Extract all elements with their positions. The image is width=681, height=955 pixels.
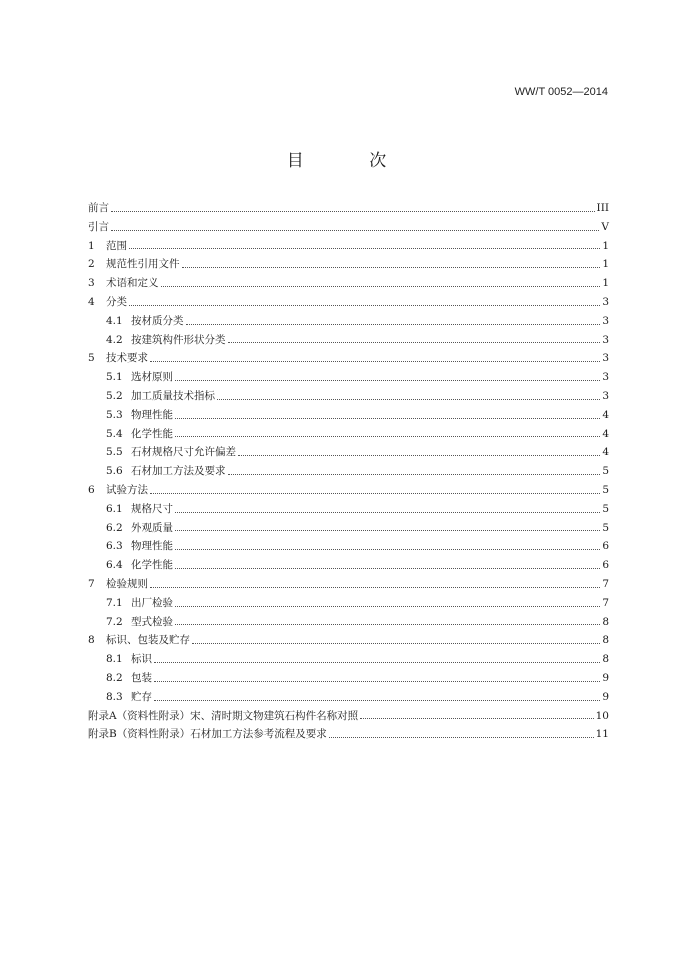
toc-entry-label: 石材加工方法及要求 — [131, 465, 226, 478]
toc-leader-dots — [175, 380, 600, 381]
toc-leader-dots — [175, 549, 600, 550]
toc-entry[interactable] — [88, 463, 609, 482]
toc-entry-number: 4.1 — [106, 314, 123, 327]
toc-entry[interactable] — [88, 708, 609, 727]
toc-entry-number: 8.2 — [106, 671, 123, 684]
toc-entry-label: 规范性引用文件 — [106, 258, 180, 271]
toc-entry-page: 8 — [602, 615, 609, 628]
toc-entry-label: 附录A（资料性附录）宋、清时期文物建筑石构件名称对照 — [88, 709, 359, 722]
toc-entry-page: III — [596, 202, 609, 214]
toc-leader-dots — [150, 493, 600, 494]
toc-entry[interactable] — [88, 256, 609, 275]
toc-entry-page: 3 — [602, 314, 609, 327]
toc-entry-page: 9 — [602, 690, 609, 703]
toc-entry-number: 3 — [88, 277, 95, 290]
toc-entry-label: 加工质量技术指标 — [131, 389, 215, 402]
toc-entry-page: 4 — [602, 408, 609, 421]
toc-entry-number: 7.1 — [106, 596, 123, 609]
toc-entry[interactable] — [88, 557, 609, 576]
toc-entry-label: 化学性能 — [131, 559, 173, 572]
toc-entry-label: 化学性能 — [131, 427, 173, 440]
toc-leader-dots — [154, 662, 600, 663]
toc-entry-label: 术语和定义 — [106, 277, 159, 290]
toc-entry[interactable] — [88, 670, 609, 689]
toc-entry-label: 前言 — [88, 202, 109, 214]
toc-entry[interactable] — [88, 632, 609, 651]
toc-entry-label: 标识、包装及贮存 — [106, 634, 190, 647]
toc-entry[interactable] — [88, 689, 609, 708]
toc-leader-dots — [228, 342, 601, 343]
toc-entry-page: 8 — [602, 634, 609, 647]
toc-leader-dots — [217, 399, 600, 400]
toc-entry-label: 附录B（资料性附录）石材加工方法参考流程及要求 — [88, 728, 327, 741]
toc-entry-number: 5.5 — [106, 446, 123, 459]
toc-entry-label: 规格尺寸 — [131, 502, 173, 515]
toc-entry-number: 7 — [88, 577, 95, 590]
toc-entry-label: 引言 — [88, 220, 109, 233]
toc-entry-label: 出厂检验 — [131, 596, 173, 609]
toc-entry-page: 6 — [602, 540, 609, 553]
toc-entry-number: 8.3 — [106, 690, 123, 703]
toc-entry-label: 技术要求 — [106, 352, 148, 365]
toc-leader-dots — [360, 718, 594, 719]
toc-leader-dots — [175, 512, 600, 513]
toc-leader-dots — [228, 474, 601, 475]
toc-entry-number: 7.2 — [106, 615, 123, 628]
toc-entry-page: 5 — [602, 502, 609, 515]
toc-entry-page: 1 — [602, 258, 609, 271]
toc-entry-page: 5 — [602, 483, 609, 496]
toc-entry-number: 5 — [88, 352, 95, 365]
table-of-contents — [88, 200, 609, 745]
toc-entry[interactable] — [88, 294, 609, 313]
toc-entry-label: 范围 — [106, 239, 127, 252]
toc-entry-page: 7 — [602, 577, 609, 590]
toc-entry-label: 物理性能 — [131, 540, 173, 553]
toc-leader-dots — [175, 606, 600, 607]
toc-entry-page: 11 — [595, 728, 609, 741]
toc-entry-number: 5.4 — [106, 427, 123, 440]
toc-entry-page: 8 — [602, 653, 609, 666]
toc-entry-page: 3 — [602, 295, 609, 308]
page-title: 目 次 — [286, 151, 417, 171]
toc-entry[interactable] — [88, 200, 609, 219]
toc-entry-number: 5.1 — [106, 371, 123, 384]
toc-entry-page: 5 — [602, 465, 609, 478]
toc-entry-number: 6.1 — [106, 502, 123, 515]
toc-entry-label: 选材原则 — [131, 371, 173, 384]
toc-entry-number: 4 — [88, 295, 95, 308]
toc-leader-dots — [192, 643, 600, 644]
toc-entry-page: 1 — [602, 239, 609, 252]
toc-entry[interactable] — [88, 275, 609, 294]
toc-entry[interactable] — [88, 219, 609, 238]
toc-entry-label: 试验方法 — [106, 483, 148, 496]
toc-entry-number: 5.6 — [106, 465, 123, 478]
toc-entry-label: 物理性能 — [131, 408, 173, 421]
toc-entry-page: V — [601, 220, 609, 233]
toc-leader-dots — [150, 361, 600, 362]
toc-entry-label: 包装 — [131, 671, 152, 684]
toc-entry-page: 7 — [602, 596, 609, 609]
toc-entry-page: 3 — [602, 389, 609, 402]
toc-entry-number: 6.2 — [106, 521, 123, 534]
toc-entry[interactable] — [88, 407, 609, 426]
toc-leader-dots — [175, 436, 600, 437]
toc-entry[interactable] — [88, 313, 609, 332]
toc-entry-page: 3 — [602, 352, 609, 365]
toc-entry-label: 标识 — [131, 653, 152, 666]
toc-entry[interactable] — [88, 726, 609, 745]
toc-entry-number: 8.1 — [106, 653, 123, 666]
toc-entry[interactable] — [88, 538, 609, 557]
toc-entry-page: 4 — [602, 446, 609, 459]
toc-entry[interactable] — [88, 388, 609, 407]
toc-entry-number: 4.2 — [106, 333, 123, 346]
toc-leader-dots — [182, 267, 601, 268]
toc-entry-number: 1 — [88, 239, 95, 252]
toc-leader-dots — [186, 324, 601, 325]
toc-entry[interactable] — [88, 614, 609, 633]
toc-entry[interactable] — [88, 238, 609, 257]
toc-leader-dots — [154, 700, 600, 701]
toc-entry[interactable] — [88, 350, 609, 369]
toc-leader-dots — [129, 248, 600, 249]
toc-leader-dots — [111, 211, 595, 212]
toc-entry-number: 6.4 — [106, 559, 123, 572]
toc-entry-label: 贮存 — [131, 690, 152, 703]
toc-entry-page: 3 — [602, 333, 609, 346]
toc-entry[interactable] — [88, 595, 609, 614]
toc-entry-label: 外观质量 — [131, 521, 173, 534]
toc-leader-dots — [111, 230, 599, 231]
toc-entry[interactable] — [88, 576, 609, 595]
toc-entry[interactable] — [88, 482, 609, 501]
toc-entry-number: 5.2 — [106, 389, 123, 402]
toc-entry-page: 10 — [595, 709, 609, 722]
toc-leader-dots — [150, 587, 600, 588]
toc-leader-dots — [129, 305, 600, 306]
toc-entry-page: 3 — [602, 371, 609, 384]
toc-entry-page: 9 — [602, 671, 609, 684]
toc-entry-label: 检验规则 — [106, 577, 148, 590]
toc-leader-dots — [161, 286, 601, 287]
toc-entry-label: 型式检验 — [131, 615, 173, 628]
toc-entry-label: 按建筑构件形状分类 — [131, 333, 226, 346]
toc-leader-dots — [175, 418, 600, 419]
toc-leader-dots — [238, 455, 600, 456]
toc-entry-number: 2 — [88, 258, 95, 271]
toc-entry-label: 石材规格尺寸允许偏差 — [131, 446, 236, 459]
toc-leader-dots — [154, 681, 600, 682]
toc-leader-dots — [175, 530, 600, 531]
standard-code: WW/T 0052—2014 — [514, 86, 608, 98]
toc-entry[interactable] — [88, 426, 609, 445]
toc-entry-number: 5.3 — [106, 408, 123, 421]
toc-leader-dots — [175, 624, 600, 625]
toc-entry-label: 按材质分类 — [131, 314, 184, 327]
toc-entry-page: 5 — [602, 521, 609, 534]
toc-entry-number: 8 — [88, 634, 95, 647]
toc-entry-page: 6 — [602, 559, 609, 572]
toc-leader-dots — [175, 568, 600, 569]
toc-entry-page: 1 — [602, 277, 609, 290]
toc-entry[interactable] — [88, 501, 609, 520]
toc-entry[interactable] — [88, 520, 609, 539]
toc-entry-number: 6 — [88, 483, 95, 496]
toc-entry[interactable] — [88, 332, 609, 351]
toc-entry[interactable] — [88, 369, 609, 388]
toc-leader-dots — [329, 737, 594, 738]
toc-entry-page: 4 — [602, 427, 609, 440]
toc-entry[interactable] — [88, 651, 609, 670]
toc-entry[interactable] — [88, 444, 609, 463]
toc-entry-label: 分类 — [106, 295, 127, 308]
toc-entry-number: 6.3 — [106, 540, 123, 553]
